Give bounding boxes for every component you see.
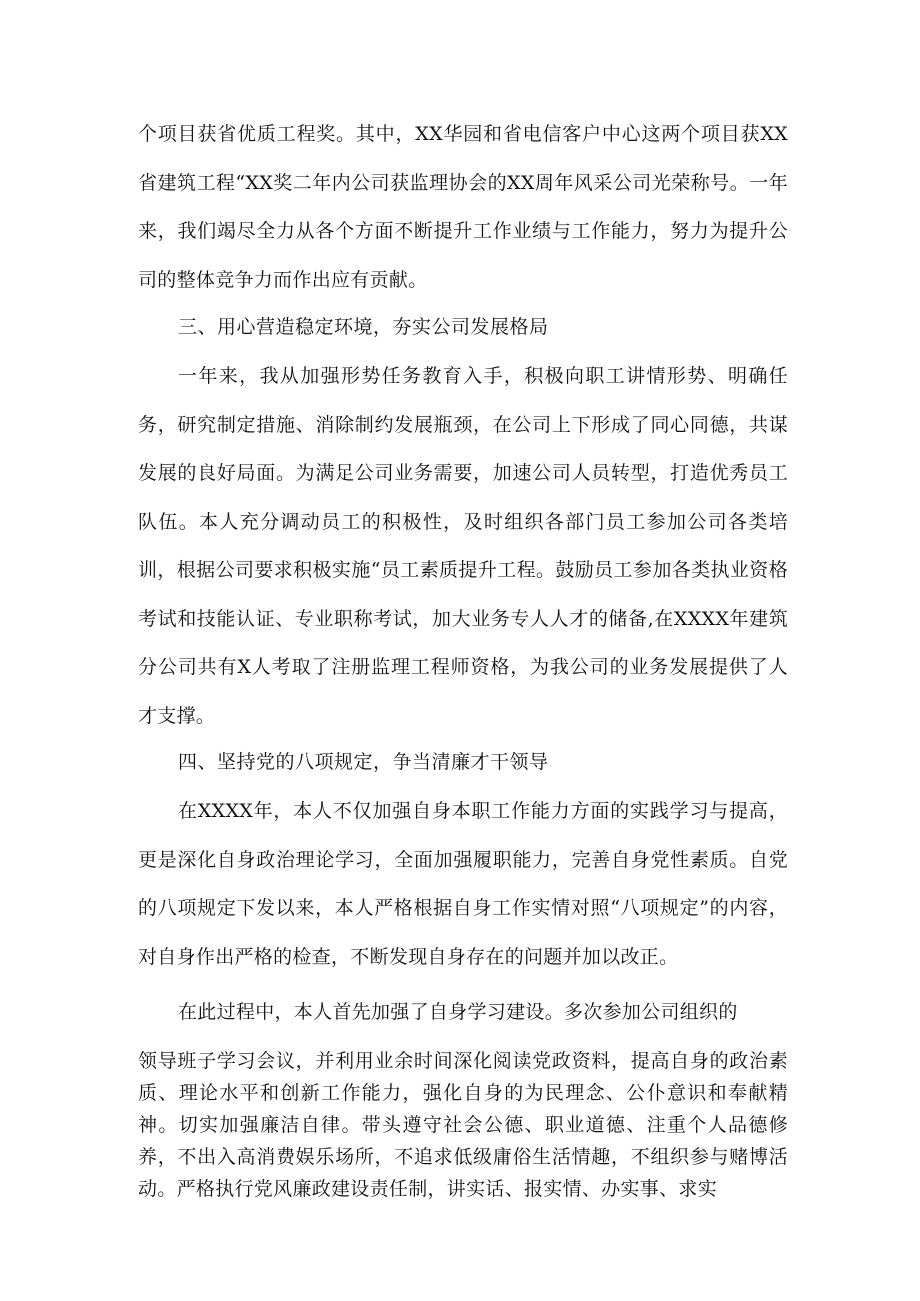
paragraph-eight-rules: 在XXXX年，本人不仅加强自身本职工作能力方面的实践学习与提高，更是深化自身政治理论学习，全面加强履职能力，完善自身党性素质。自党的八项规定下发以来，本人严格根据自身工作实情对照“八项规定”的内容，对自身作出严格的检查，不断发现自身存在的问题并加以改正。	[138, 800, 788, 968]
paragraph-project-awards: 个项目获省优质工程奖。其中，XX华园和省电信客户中心这两个项目获XX省建筑工程“XX奖二年内公司获监理协会的XX周年风采公司光荣称号。一年来，我们竭尽全力从各个方面不断提升工作业绩与工作能力，努力为提升公司的整体竞争力而作出应有贡献。	[138, 123, 788, 291]
paragraph-self-study-start: 在此过程中，本人首先加强了自身学习建设。多次参加公司组织的	[178, 1001, 738, 1023]
paragraph-self-study-continued: 领导班子学习会议，并利用业余时间深化阅读党政资料，提高自身的政治素质、理论水平和创新工作能力，强化自身的为民理念、公仆意识和奉献精神。切实加强廉洁自律。带头遵守社会公德、职业道德、注重个人品德修养，不出入高消费娱乐场所，不追求低级庸俗生活情趣，不组织参与赌博活动。严格执行党风廉政建设责任制，讲实话、报实情、办实事、求实	[138, 1050, 788, 1200]
paragraph-staff-development: 一年来，我从加强形势任务教育入手，积极向职工讲情形势、明确任务，研究制定措施、消除制约发展瓶颈，在公司上下形成了同心同德，共谋发展的良好局面。为满足公司业务需要，加速公司人员转型，打造优秀员工队伍。本人充分调动员工的积极性，及时组织各部门员工参加公司各类培训，根据公司要求积极实施“员工素质提升工程。鼓励员工参加各类执业资格考试和技能认证、专业职称考试，加大业务专人人才的储备,在XXXX年建筑分公司共有X人考取了注册监理工程师资格，为我公司的业务发展提供了人才支撑。	[138, 365, 788, 727]
section-heading-four: 四、坚持党的八项规定，争当清廉才干领导	[178, 751, 549, 773]
section-heading-three: 三、用心营造稳定环境，夯实公司发展格局	[178, 316, 549, 338]
